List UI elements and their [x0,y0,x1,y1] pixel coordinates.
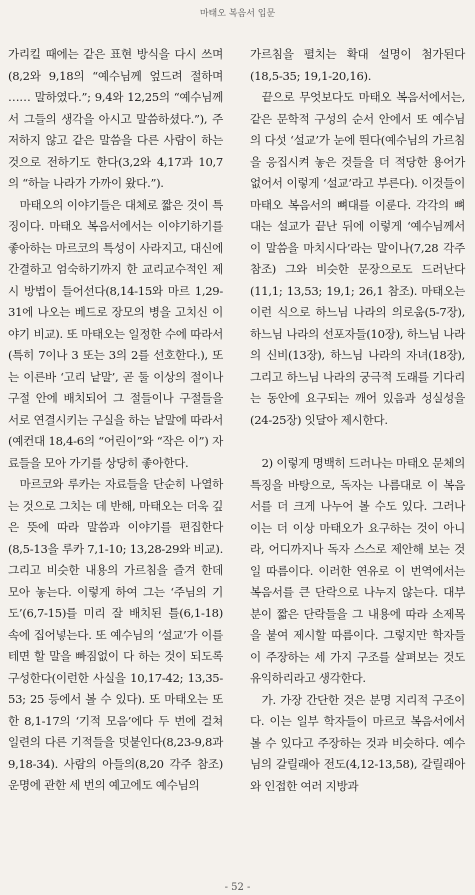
paragraph: 가리킬 때에는 같은 표현 방식을 다시 쓰며(8,2와 9,18의 “예수님께 엎드려 절하며 …… 말하였다.”; 9,4와 12,25의 “예수님께서 그들의 생각을 아시고 말씀하셨다.”), 주저하지 않고 같은 말씀을 다른 사람이 하는 것으로 전하기도 한다(3,2와 4,17과 10,7의 “하늘 나라가 가까이 왔다.”). [8,47,223,190]
running-header: 마태오 복음서 입문 [199,9,276,19]
paragraph: 끝으로 무엇보다도 마태오 복음서에서는, 같은 문학적 구성의 순서 안에서 또 예수님의 다섯 ‘설교’가 눈에 띈다(예수님의 가르침을 응집시켜 놓은 것들을 더 적당한 용어가 없어서 이렇게 ‘설교’라고 부른다). 이것들이 마태오 복음서의 뼈대를 이룬다. 각각의 뼈대는 설교가 끝난 뒤에 이렇게 ‘예수님께서 이 말씀을 마치시다’라는 말이나(7,28 각주 참조) 그와 비슷한 문장으로도 드러난다(11,1; 13,53; 19,1; 26,1 참조). 마태오는 이런 식으로 하느님 나라의 의로움(5-7장), 하느님 나라의 선포자들(10장), 하느님 나라의 신비(13장), 하느님 나라의 자녀(18장), 그리고 하느님 나라의 궁극적 도래를 기다리는 동안에 요구되는 깨어 있음과 성실성을(24-25장) 잇달아 제시한다. [250,90,465,427]
paragraph: 마태오의 이야기들은 대체로 짧은 것이 특징이다. 마태오 복음서에서는 이야기하기를 좋아하는 마르코의 특성이 사라지고, 대신에 간결하고 엄숙하기까지 한 교리교수적인 제시 방법이 들어선다(8,14-15와 마르 1,29-31에 나오는 베드로 장모의 병을 고치신 이야기 비교). 또 마태오는 일정한 수에 따라서(특히 7이나 3 또는 3의 2를 선호한다.), 또는 이른바 ‘고리 낱말’, 곧 둘 이상의 절이나 구절 안에 배치되어 그 절들이나 구절들을 서로 연결시키는 구실을 하는 낱말에 따라서(예컨대 18,4-6의 “어린이”와 “작은 이”) 자료들을 모아 가기를 상당히 좋아한다. [8,197,223,470]
paragraph: 2) 이렇게 명백히 드러나는 마태오 문체의 특징을 바탕으로, 독자는 나름대로 이 복음서를 더 크게 나누어 볼 수도 있다. 그러나 이는 더 이상 마태오가 요구하는 것이 아니라, 어디까지나 독자 스스로 제안해 보는 것일 따름이다. 이러한 연유로 이 번역에서는 복음서를 큰 단락으로 나누지 않는다. 대부분이 짧은 단락들을 그 내용에 따라 소제목을 붙여 제시할 따름이다. 그렇지만 학자들이 주장하는 세 가지 구조를 살펴보는 것도 유익하리라고 생각한다. [250,456,465,685]
paragraph: 마르코와 루카는 자료들을 단순히 나열하는 것으로 그치는 데 반해, 마태오는 더욱 깊은 뜻에 따라 말씀과 이야기를 편집한다(8,5-13을 루카 7,1-10; 13,28-29와 비교). 그리고 비슷한 내용의 가르침을 즐겨 한데 모아 놓는다. 이렇게 하여 그는 ‘주님의 기도’(6,7-15)를 미리 잘 배치된 틀(6,1-18) 속에 집어넣는다. 또 예수님의 ‘설교’가 이를테면 할 말을 빠짐없이 다 하는 것이 되도록 구성한다(이런한 사실을 10,17-42; 13,35-53; 25 등에서 볼 수 있다). 또 마태오는 또한 8,1-17의 ‘기적 모음’에다 두 번에 걸쳐 일련의 다른 기적들을 덧붙인다(8,23-9,8과 9,18-34). 사람의 아들의(8,20 각주 참조) 운명에 관한 세 번의 예고에도 예수님의 [8,477,223,792]
right-column [250,44,465,797]
left-column [8,44,223,797]
paragraph: 가르침을 펼치는 확대 설명이 첨가된다(18,5-35; 19,1-20,16). [250,47,465,83]
page-number: - 52 - [224,882,251,893]
paragraph: 가. 가장 간단한 것은 분명 지리적 구조이다. 이는 일부 학자들이 마르코 복음서에서 볼 수 있다고 주장하는 것과 비슷하다. 예수님의 갈릴래아 전도(4,12-13,58), 갈릴래아와 인접한 여러 지방과 [250,692,465,793]
